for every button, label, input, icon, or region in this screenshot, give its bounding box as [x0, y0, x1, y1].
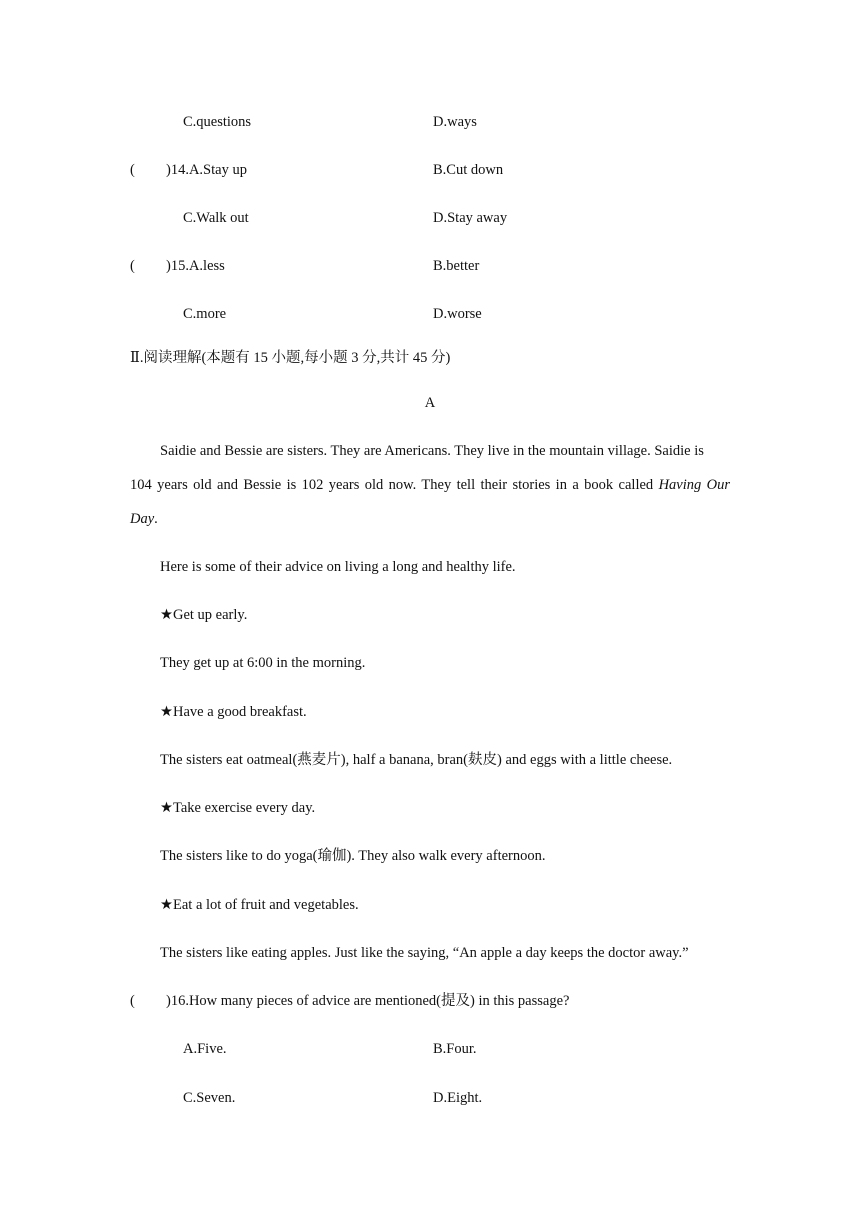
q14-option-c: C.Walk out	[183, 210, 249, 226]
q13-option-c: C.questions	[183, 114, 252, 130]
q14-option-b: B.Cut down	[433, 162, 504, 178]
q16-option-a: A.Five.	[183, 1041, 227, 1057]
tip-heading: ★Take exercise every day.	[160, 800, 316, 816]
book-title-part-2: Day	[130, 511, 155, 527]
q14-option-d: D.Stay away	[433, 210, 508, 226]
q15-option-c: C.more	[183, 306, 227, 322]
section-title: Ⅱ.阅读理解(本题有 15 小题,每小题 3 分,共计 45 分)	[130, 350, 451, 366]
passage-paragraph-line-3-end: .	[154, 511, 158, 527]
tip-detail: They get up at 6:00 in the morning.	[160, 655, 366, 671]
tip-heading: ★Get up early.	[160, 607, 248, 623]
tip-detail: The sisters eat oatmeal(燕麦片), half a banana, bran(麸皮) and eggs with a little cheese.	[160, 752, 673, 768]
q15-stem: )15.A.less	[166, 258, 225, 274]
passage-paragraph-line-2-text: 104 years old and Bessie is 102 years old now. They tell their stories in a book called	[130, 477, 654, 493]
q16-option-c: C.Seven.	[183, 1090, 236, 1106]
q16-option-b: B.Four.	[433, 1041, 477, 1057]
passage-paragraph-line-3	[130, 510, 158, 528]
tip-heading: ★Have a good breakfast.	[160, 704, 307, 720]
tip-detail: The sisters like eating apples. Just like the saying, “An apple a day keeps the doctor away.”	[160, 945, 689, 961]
tip-detail: The sisters like to do yoga(瑜伽). They also walk every afternoon.	[160, 848, 546, 864]
passage-paragraph-line-1: Saidie and Bessie are sisters. They are Americans. They live in the mountain village. Saidie is	[160, 443, 704, 459]
passage-paragraph-line-2	[130, 476, 730, 494]
q16-option-d: D.Eight.	[433, 1090, 483, 1106]
q15-answer-paren: (	[130, 258, 135, 274]
q15-option-b: B.better	[433, 258, 480, 274]
book-title-part-1: Having Our	[658, 477, 730, 493]
q16-answer-paren: (	[130, 993, 135, 1009]
q14-stem: )14.A.Stay up	[166, 162, 247, 178]
passage-label: A	[424, 395, 436, 411]
q13-option-d: D.ways	[433, 114, 477, 130]
q14-answer-paren: (	[130, 162, 135, 178]
tip-heading: ★Eat a lot of fruit and vegetables.	[160, 897, 359, 913]
q15-option-d: D.worse	[433, 306, 482, 322]
advice-intro: Here is some of their advice on living a long and healthy life.	[160, 559, 516, 575]
q16-stem: )16.How many pieces of advice are mentioned(提及) in this passage?	[166, 993, 570, 1009]
